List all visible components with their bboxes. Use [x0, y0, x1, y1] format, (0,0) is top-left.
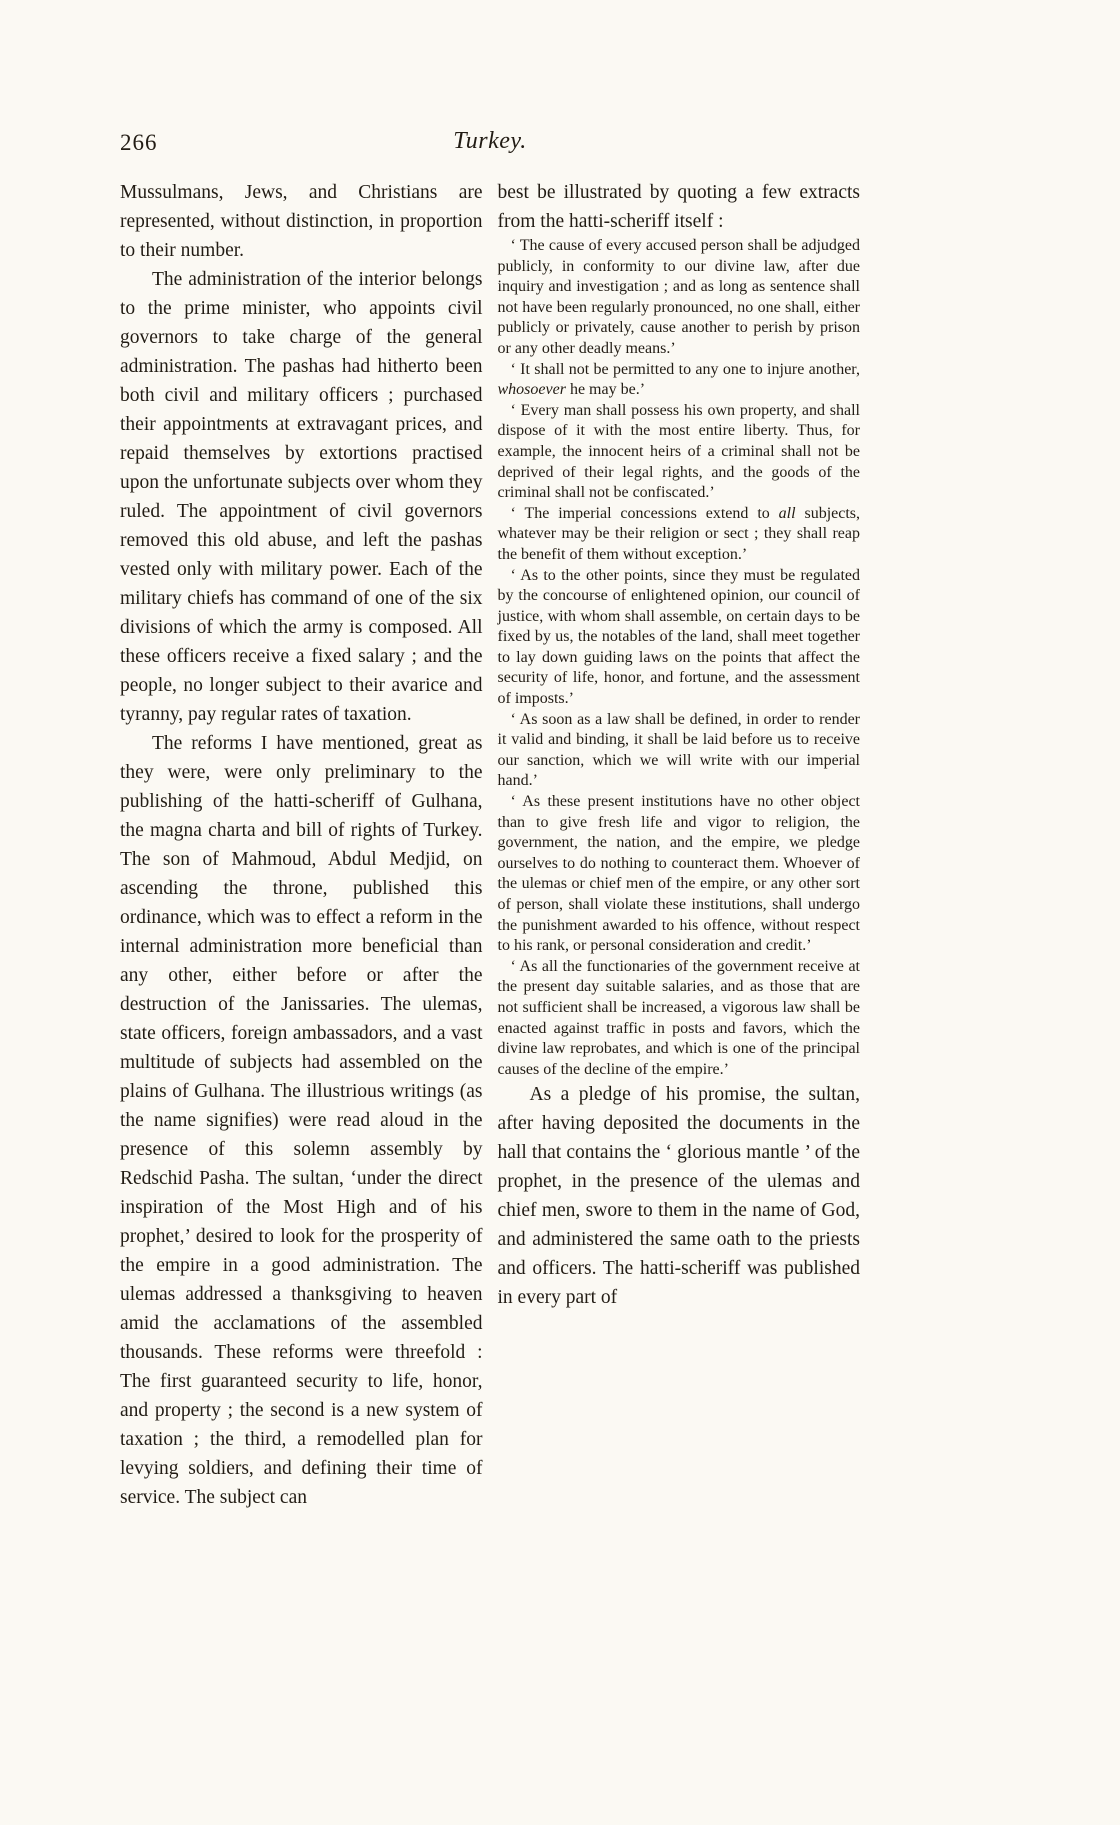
hatti-scheriff-extract [498, 401, 861, 504]
hatti-scheriff-extract [498, 504, 861, 566]
extract-italic-word: all [778, 504, 796, 522]
right-column [498, 178, 861, 1512]
extract-text: he may be.’ [565, 381, 646, 399]
two-column-text [120, 178, 860, 1512]
extract-text: subjects, whatever may be their religion or sect ; they shall reap the benefit of them without exception.’ [497, 504, 861, 563]
body-paragraph: The administration of the interior belongs to the prime minister, who appoints civil governors to take charge of the general administration. The pashas had hitherto been both civil and military officers ; purchased their appointments at extravagant prices, and repaid themselves by extortions practised upon the unfortunate subjects over whom they ruled. The appointment of civil governors removed this old abuse, and left the pashas vested only with military power. Each of the military chiefs has command of one of the six divisions of which the army is composed. All these officers receive a fixed salary ; and the people, no longer subject to their avarice and tyranny, pay regular rates of taxation. [120, 269, 483, 725]
page-number: 266 [120, 130, 158, 155]
extract-text: ‘ It shall not be permitted to any one to injure another, [510, 360, 860, 378]
page-header [120, 128, 860, 162]
hatti-scheriff-extract [498, 236, 861, 360]
extract-italic-word: whosoever [497, 381, 566, 399]
hatti-scheriff-extract [498, 957, 861, 1081]
left-column [120, 178, 483, 1512]
body-paragraph: The reforms I have mentioned, great as they were, were only preliminary to the publishing of the hatti-scheriff of Gulhana, the magna charta and bill of rights of Turkey. The son of Mahmoud, Abdul Medjid, on ascending the throne, published this ordinance, which was to effect a reform in the internal administration more beneficial than any other, either before or after the destruction of the Janissaries. The ulemas, state officers, foreign ambassadors, and a vast multitude of subjects had assembled on the plains of Gulhana. The illustrious writings (as the name signifies) were read aloud in the presence of this solemn assembly by Redschid Pasha. The sultan, ‘under the direct inspiration of the Most High and of his prophet,’ desired to look for the prosperity of the empire in a good administration. The ulemas addressed a thanksgiving to heaven amid the acclamations of the assembled thousands. These reforms were threefold : The first guaranteed security to life, honor, and property ; the second is a new system of taxation ; the third, a remodelled plan for levying soldiers, and defining their time of service. The subject can [120, 733, 483, 1508]
extract-text: ‘ Every man shall possess his own property, and shall dispose of it with the most entire liberty. Thus, for example, the innocent heirs of a criminal shall not be deprived of their legal rights, and the goods of the criminal shall not be confiscated.’ [497, 401, 860, 502]
hatti-scheriff-extract [498, 566, 861, 710]
extract-text: ‘ The cause of every accused person shall be adjudged publicly, in conformity to our divine law, after due inquiry and investigation ; and as long as sentence shall not have been regularly pronounced, no one shall, either publicly or privately, cause another to perish by prison or any other deadly means.’ [497, 237, 860, 357]
running-title: Turkey. [453, 128, 527, 154]
text-block [120, 128, 860, 1512]
hatti-scheriff-extract [498, 792, 861, 957]
hatti-scheriff-extract [498, 710, 861, 792]
hatti-scheriff-extract [498, 360, 861, 401]
body-paragraph: As a pledge of his promise, the sultan, after having deposited the documents in the hall that contains the ‘ glorious mantle ’ of the prophet, in the presence of the ulemas and chief men, swore to them in the name of God, and administered the same oath to the priests and officers. The hatti-scheriff was published in every part of [497, 1084, 860, 1309]
extract-text: ‘ As all the functionaries of the government receive at the present day suitable salaries, and as those that are not sufficient shall be increased, a vigorous law shall be enacted against traffic in posts and favors, which the divine law reprobates, and which is one of the principal causes of the decline of the empire.’ [497, 957, 860, 1078]
extract-text: ‘ As these present institutions have no other object than to give fresh life and vigor to religion, the government, the nation, and the empire, we pledge ourselves to do nothing to counteract them. Whoever of the ulemas or chief men of the empire, or any other sort of person, shall violate these institutions, shall undergo the punishment awarded to his offence, without respect to his rank, or personal consideration and credit.’ [497, 793, 860, 955]
extract-text: ‘ The imperial concessions extend to [510, 504, 779, 522]
body-paragraph: best be illustrated by quoting a few extracts from the hatti-scheriff itself : [497, 182, 860, 232]
extract-text: ‘ As to the other points, since they must be regulated by the concourse of enlightened opinion, our council of justice, with whom shall assemble, on certain days to be fixed by us, the notables of the land, shall meet together to lay down guiding laws on the points that affect the security of life, honor, and fortune, and the assessment of imposts.’ [497, 566, 860, 708]
body-paragraph: Mussulmans, Jews, and Christians are represented, without distinction, in proportion to their number. [120, 182, 483, 261]
extract-text: ‘ As soon as a law shall be defined, in order to render it valid and binding, it shall be laid before us to receive our sanction, which we will write with our imperial hand.’ [497, 710, 860, 790]
